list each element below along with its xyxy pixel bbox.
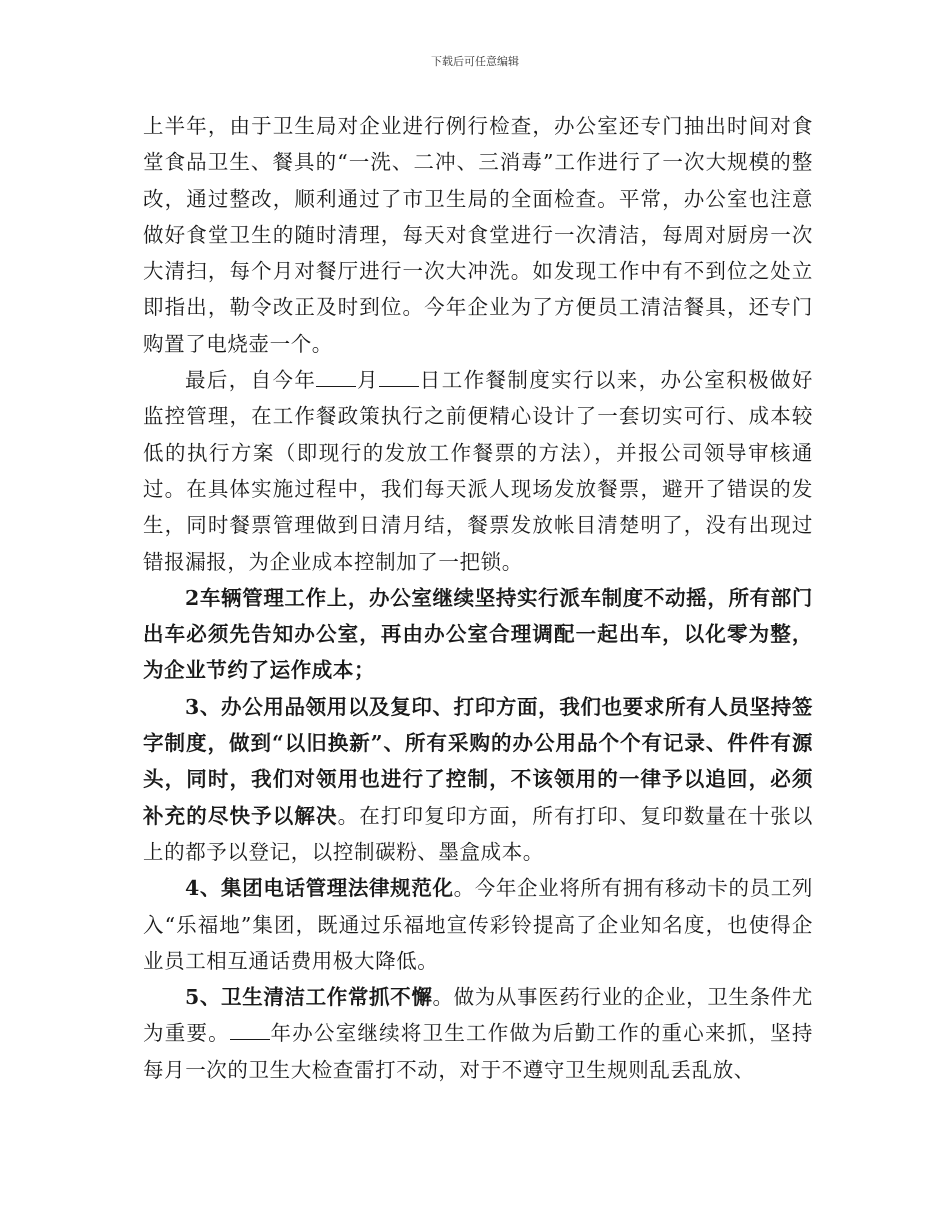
office-supplies-bold-text: 3、办公用品领用以及复印、打印方面，我们也要求所有人员坚持签字制度，做到“以旧换新”、所有采购的办公用品个个有记录、件件有源头，同时，我们对领用也进行了控制，不该领用的一律予以追回，必须补充的尽快予以解决 [143,694,813,828]
paragraph-cleaning [143,979,813,1088]
paragraph-office-supplies [143,689,813,870]
cleaning-heading: 5、卫生清洁工作常抓不懈 [185,985,433,1010]
paragraph-hygiene: 上半年，由于卫生局对企业进行例行检查，办公室还专门抽出时间对食堂食品卫生、餐具的“一洗、二冲、三消毒”工作进行了一次大规模的整改，通过整改，顺利通过了市卫生局的全面检查。平常，办公室也注意做好食堂卫生的随时清理，每天对食堂进行一次清洁，每周对厨房一次大清扫，每个月对餐厅进行一次大冲洗。如发现工作中有不到位之处立即指出，勒令改正及时到位。今年企业为了方便员工清洁餐具，还专门购置了电烧壶一个。 [143,114,813,356]
blank-field-day [379,368,419,387]
meal-text-rest: 日工作餐制度实行以来，办公室积极做好监控管理，在工作餐政策执行之前便精心设计了一套切实可行、成本较低的执行方案（即现行的发放工作餐票的方法），并报公司领导审核通过。在具体实施过程中，我们每天派人现场发放餐票，避开了错误的发生，同时餐票管理做到日清月结，餐票发放帐目清楚明了，没有出现过错报漏报，为企业成本控制加了一把锁。 [143,368,813,574]
paragraph-vehicle-management: 2车辆管理工作上，办公室继续坚持实行派车制度不动摇，所有部门出车必须先告知办公室，再由办公室合理调配一起出车，以化零为整，为企业节约了运作成本； [143,585,813,683]
office-supplies-text: 。在打印复印方面，所有打印、复印数量在十张以上的都予以登记，以控制碳粉、墨盒成本。 [143,803,813,864]
cleaning-text-rest: 年办公室继续将卫生工作做为后勤工作的重心来抓，坚持每月一次的卫生大检查雷打不动，对于不遵守卫生规则乱丢乱放、 [143,1021,814,1082]
phone-management-heading: 4、集团电话管理法律规范化 [185,876,454,901]
meal-text-month: 月 [356,368,380,393]
blank-field-month [316,368,356,387]
paragraph-phone-management [143,870,813,979]
document-body [143,108,813,1088]
phone-management-text: 。今年企业将所有拥有移动卡的员工列入“乐福地”集团，既通过乐福地宣传彩铃提高了企业知名度，也使得企业员工相互通话费用极大降低。 [143,876,813,973]
meal-text-start: 最后，自今年 [185,368,317,393]
page-header: 下载后可任意编辑 [431,55,519,68]
cleaning-text-start: 。做为从事医药行业的企业，卫生条件尤为重要。 [143,985,813,1046]
paragraph-meal-system [143,362,813,580]
blank-field-year [230,1021,270,1040]
